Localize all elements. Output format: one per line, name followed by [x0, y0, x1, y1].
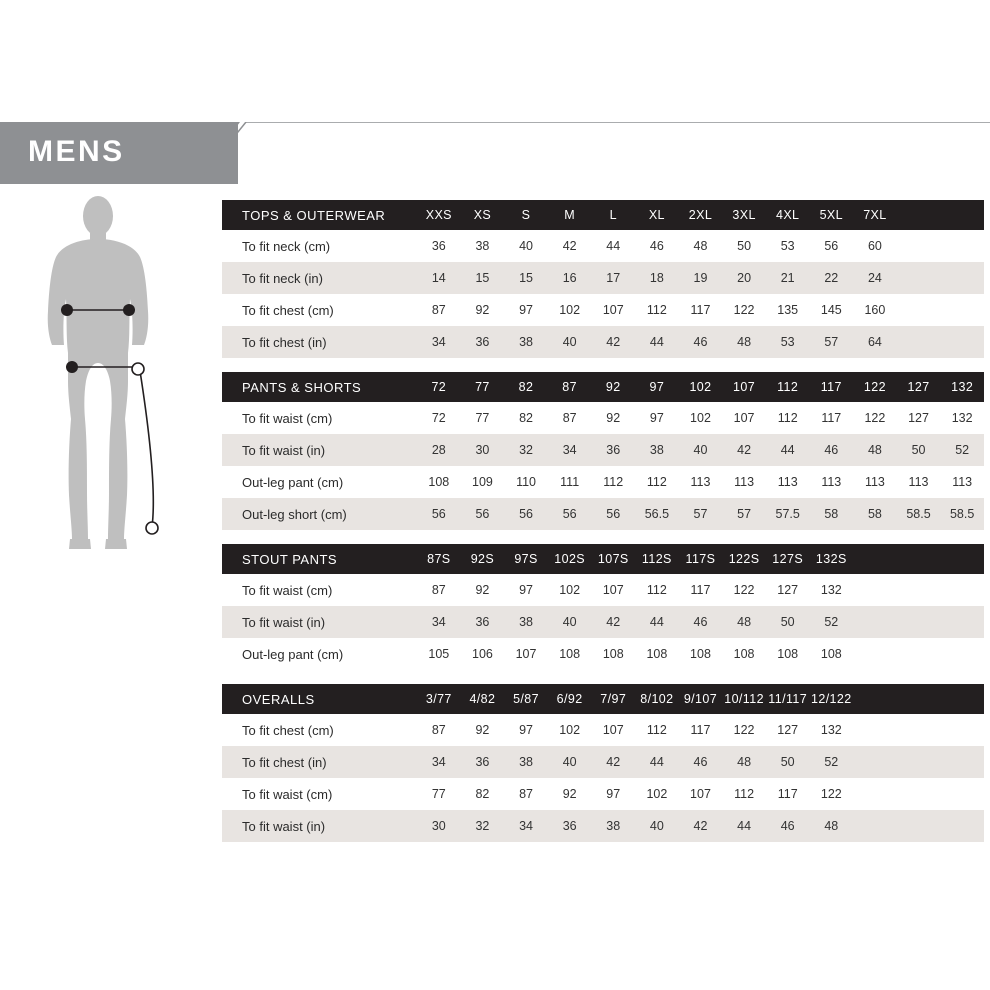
measurement-cell: 40 — [504, 230, 548, 262]
row-label: To fit chest (cm) — [222, 294, 417, 326]
measurement-cell — [940, 714, 984, 746]
measurement-cell: 112 — [722, 778, 766, 810]
measurement-cell: 44 — [766, 434, 810, 466]
size-header-cell — [897, 544, 941, 574]
measurement-cell: 112 — [766, 402, 810, 434]
measurement-cell — [940, 230, 984, 262]
measurement-cell: 44 — [635, 746, 679, 778]
measurement-cell — [853, 574, 897, 606]
row-label: To fit waist (cm) — [222, 574, 417, 606]
size-header-cell: 122 — [853, 372, 897, 402]
measurement-cell: 117 — [679, 574, 723, 606]
table-row — [222, 294, 984, 326]
measurement-cell — [897, 262, 941, 294]
measurement-cell: 57 — [810, 326, 854, 358]
measurement-cell: 97 — [504, 294, 548, 326]
measurement-cell — [940, 574, 984, 606]
table-header-row — [222, 200, 984, 230]
measurement-cell — [853, 778, 897, 810]
measurement-cell: 19 — [679, 262, 723, 294]
table-row — [222, 638, 984, 670]
size-header-cell: 72 — [417, 372, 461, 402]
row-label: Out-leg pant (cm) — [222, 638, 417, 670]
measurement-cell: 58 — [853, 498, 897, 530]
measurement-cell: 132 — [810, 574, 854, 606]
measurement-cell: 122 — [853, 402, 897, 434]
measurement-cell: 82 — [504, 402, 548, 434]
size-header-cell: 82 — [504, 372, 548, 402]
measurement-cell: 46 — [810, 434, 854, 466]
measurement-cell: 34 — [417, 746, 461, 778]
measurement-cell: 56 — [548, 498, 592, 530]
measurement-cell: 97 — [635, 402, 679, 434]
measurement-cell — [853, 714, 897, 746]
measurement-cell: 42 — [722, 434, 766, 466]
size-header-cell: 3XL — [722, 200, 766, 230]
measurement-cell: 82 — [461, 778, 505, 810]
measurement-cell: 46 — [635, 230, 679, 262]
size-header-cell: 87S — [417, 544, 461, 574]
measurement-cell: 97 — [504, 574, 548, 606]
measurement-cell: 53 — [766, 326, 810, 358]
measurement-cell: 48 — [853, 434, 897, 466]
size-header-cell: 7XL — [853, 200, 897, 230]
measurement-cell: 113 — [853, 466, 897, 498]
measurement-cell — [940, 294, 984, 326]
measurement-cell: 87 — [417, 574, 461, 606]
measurement-cell: 24 — [853, 262, 897, 294]
table-row — [222, 606, 984, 638]
measurement-cell — [940, 746, 984, 778]
measurement-cell: 108 — [417, 466, 461, 498]
measurement-cell: 87 — [417, 714, 461, 746]
table-row — [222, 498, 984, 530]
measurement-cell: 17 — [591, 262, 635, 294]
measurement-cell: 57 — [679, 498, 723, 530]
measurement-cell: 122 — [722, 294, 766, 326]
measurement-cell: 102 — [635, 778, 679, 810]
measurement-cell: 42 — [591, 606, 635, 638]
measurement-cell: 46 — [679, 326, 723, 358]
table-row — [222, 402, 984, 434]
table-title: OVERALLS — [222, 684, 417, 714]
row-label: To fit waist (cm) — [222, 402, 417, 434]
measurement-cell: 40 — [679, 434, 723, 466]
size-header-cell — [853, 684, 897, 714]
table-row — [222, 810, 984, 842]
measurement-cell: 58 — [810, 498, 854, 530]
measurement-cell: 22 — [810, 262, 854, 294]
measurement-cell: 92 — [591, 402, 635, 434]
measurement-cell: 34 — [417, 606, 461, 638]
size-header-cell: 5XL — [810, 200, 854, 230]
measurement-cell: 132 — [810, 714, 854, 746]
measurement-cell: 77 — [417, 778, 461, 810]
table-header-row — [222, 544, 984, 574]
measurement-cell: 108 — [766, 638, 810, 670]
size-header-cell: 117 — [810, 372, 854, 402]
size-header-cell: 97S — [504, 544, 548, 574]
measurement-cell: 38 — [591, 810, 635, 842]
measurement-cell: 113 — [810, 466, 854, 498]
size-header-cell: 4/82 — [461, 684, 505, 714]
measurement-cell: 34 — [417, 326, 461, 358]
table-row — [222, 230, 984, 262]
measurement-cell: 107 — [504, 638, 548, 670]
measurement-cell: 97 — [504, 714, 548, 746]
table-row — [222, 466, 984, 498]
measurement-cell: 112 — [635, 294, 679, 326]
measurement-cell: 108 — [722, 638, 766, 670]
measurement-cell: 40 — [635, 810, 679, 842]
measurement-cell: 30 — [461, 434, 505, 466]
size-header-cell: 11/117 — [766, 684, 810, 714]
measurement-cell: 108 — [810, 638, 854, 670]
measurement-cell: 112 — [635, 466, 679, 498]
measurement-cell: 56 — [504, 498, 548, 530]
measurement-cell: 42 — [591, 746, 635, 778]
row-label: To fit waist (in) — [222, 810, 417, 842]
measurement-cell: 107 — [679, 778, 723, 810]
measurement-cell: 42 — [591, 326, 635, 358]
measurement-cell — [940, 778, 984, 810]
size-header-cell: 12/122 — [810, 684, 854, 714]
measurement-cell — [940, 262, 984, 294]
measurement-cell: 127 — [766, 574, 810, 606]
measurement-cell — [897, 810, 941, 842]
measurement-cell: 117 — [810, 402, 854, 434]
measurement-cell: 34 — [548, 434, 592, 466]
size-header-cell: 87 — [548, 372, 592, 402]
measurement-cell: 110 — [504, 466, 548, 498]
measurement-cell: 107 — [722, 402, 766, 434]
table-header-row — [222, 684, 984, 714]
measurement-cell: 34 — [504, 810, 548, 842]
size-header-cell: 92 — [591, 372, 635, 402]
measurement-cell: 46 — [766, 810, 810, 842]
measurement-cell: 117 — [766, 778, 810, 810]
measurement-cell — [897, 778, 941, 810]
measurement-cell: 108 — [679, 638, 723, 670]
measurement-cell — [940, 810, 984, 842]
measurement-cell — [897, 230, 941, 262]
male-body-measurement-diagram — [28, 195, 213, 570]
measurement-cell: 36 — [461, 746, 505, 778]
size-header-cell: XXS — [417, 200, 461, 230]
measurement-cell: 122 — [722, 714, 766, 746]
table-row — [222, 746, 984, 778]
size-table-stout-pants — [222, 544, 984, 670]
measurement-cell: 48 — [722, 326, 766, 358]
measurement-cell — [853, 746, 897, 778]
size-header-cell: 127 — [897, 372, 941, 402]
measurement-cell: 50 — [897, 434, 941, 466]
measurement-cell: 53 — [766, 230, 810, 262]
measurement-cell: 32 — [504, 434, 548, 466]
table-row — [222, 326, 984, 358]
measurement-cell: 44 — [635, 326, 679, 358]
measurement-cell — [940, 606, 984, 638]
measurement-cell: 102 — [548, 294, 592, 326]
measurement-cell: 102 — [679, 402, 723, 434]
measurement-cell: 112 — [635, 574, 679, 606]
measurement-cell: 127 — [897, 402, 941, 434]
table-title: PANTS & SHORTS — [222, 372, 417, 402]
measurement-cell: 57 — [722, 498, 766, 530]
measurement-cell: 50 — [766, 606, 810, 638]
measurement-cell: 108 — [591, 638, 635, 670]
size-table-pants-shorts — [222, 372, 984, 530]
measurement-cell: 15 — [504, 262, 548, 294]
size-tables — [222, 200, 984, 856]
size-header-cell: 4XL — [766, 200, 810, 230]
row-label: To fit chest (in) — [222, 326, 417, 358]
measurement-cell — [853, 638, 897, 670]
row-label: To fit chest (in) — [222, 746, 417, 778]
measurement-cell: 48 — [810, 810, 854, 842]
measurement-cell: 113 — [897, 466, 941, 498]
measurement-cell: 64 — [853, 326, 897, 358]
size-table-overalls — [222, 684, 984, 842]
row-label: To fit waist (in) — [222, 606, 417, 638]
measurement-cell: 132 — [940, 402, 984, 434]
table-title: TOPS & OUTERWEAR — [222, 200, 417, 230]
measurement-cell: 15 — [461, 262, 505, 294]
measurement-cell: 160 — [853, 294, 897, 326]
measurement-cell: 102 — [548, 574, 592, 606]
measurement-cell: 58.5 — [940, 498, 984, 530]
measurement-cell: 44 — [635, 606, 679, 638]
row-label: To fit chest (cm) — [222, 714, 417, 746]
measurement-cell: 87 — [417, 294, 461, 326]
measurement-cell: 56.5 — [635, 498, 679, 530]
header-banner — [0, 122, 990, 184]
size-header-cell: 132 — [940, 372, 984, 402]
table-title: STOUT PANTS — [222, 544, 417, 574]
size-header-cell — [940, 544, 984, 574]
size-header-cell: 8/102 — [635, 684, 679, 714]
measurement-cell: 36 — [461, 606, 505, 638]
measurement-cell: 87 — [548, 402, 592, 434]
size-header-cell: XS — [461, 200, 505, 230]
size-header-cell: 2XL — [679, 200, 723, 230]
measurement-cell: 105 — [417, 638, 461, 670]
size-header-cell: 117S — [679, 544, 723, 574]
measurement-cell: 56 — [810, 230, 854, 262]
row-label: Out-leg short (cm) — [222, 498, 417, 530]
measurement-cell — [897, 294, 941, 326]
measurement-cell: 72 — [417, 402, 461, 434]
measurement-cell: 14 — [417, 262, 461, 294]
size-header-cell: 122S — [722, 544, 766, 574]
measurement-cell: 40 — [548, 606, 592, 638]
measurement-cell: 58.5 — [897, 498, 941, 530]
table-row — [222, 574, 984, 606]
size-header-cell: 102 — [679, 372, 723, 402]
measurement-cell — [897, 638, 941, 670]
measurement-cell: 113 — [722, 466, 766, 498]
measurement-cell: 111 — [548, 466, 592, 498]
measurement-cell: 60 — [853, 230, 897, 262]
measurement-cell: 112 — [635, 714, 679, 746]
row-label: To fit waist (in) — [222, 434, 417, 466]
measurement-cell: 30 — [417, 810, 461, 842]
measurement-cell — [940, 638, 984, 670]
measurement-cell: 38 — [504, 326, 548, 358]
measurement-cell: 92 — [461, 574, 505, 606]
measurement-cell: 92 — [548, 778, 592, 810]
measurement-cell: 36 — [591, 434, 635, 466]
measurement-cell: 42 — [548, 230, 592, 262]
measurement-cell: 28 — [417, 434, 461, 466]
measurement-cell: 107 — [591, 714, 635, 746]
row-label: Out-leg pant (cm) — [222, 466, 417, 498]
measurement-cell: 56 — [417, 498, 461, 530]
measurement-cell — [897, 714, 941, 746]
measurement-cell: 97 — [591, 778, 635, 810]
measurement-cell: 52 — [810, 606, 854, 638]
measurement-cell: 36 — [548, 810, 592, 842]
row-label: To fit waist (cm) — [222, 778, 417, 810]
measurement-cell: 92 — [461, 294, 505, 326]
measurement-cell: 42 — [679, 810, 723, 842]
size-header-cell: 10/112 — [722, 684, 766, 714]
measurement-cell: 46 — [679, 606, 723, 638]
measurement-cell — [940, 326, 984, 358]
size-header-cell: 3/77 — [417, 684, 461, 714]
size-header-cell — [940, 200, 984, 230]
measurement-cell: 106 — [461, 638, 505, 670]
measurement-cell — [853, 606, 897, 638]
size-header-cell: 5/87 — [504, 684, 548, 714]
measurement-cell: 40 — [548, 746, 592, 778]
size-header-cell: 97 — [635, 372, 679, 402]
size-header-cell: 7/97 — [591, 684, 635, 714]
measurement-cell: 16 — [548, 262, 592, 294]
measurement-cell: 112 — [591, 466, 635, 498]
page-title: MENS — [28, 135, 125, 168]
measurement-cell: 108 — [635, 638, 679, 670]
measurement-cell: 21 — [766, 262, 810, 294]
measurement-cell: 50 — [766, 746, 810, 778]
measurement-cell: 108 — [548, 638, 592, 670]
size-header-cell — [940, 684, 984, 714]
measurement-cell: 92 — [461, 714, 505, 746]
table-header-row — [222, 372, 984, 402]
size-header-cell: 112S — [635, 544, 679, 574]
size-header-cell: 127S — [766, 544, 810, 574]
measurement-cell: 113 — [940, 466, 984, 498]
measurement-cell: 52 — [810, 746, 854, 778]
size-header-cell: XL — [635, 200, 679, 230]
measurement-cell: 145 — [810, 294, 854, 326]
measurement-cell: 38 — [461, 230, 505, 262]
measurement-cell: 113 — [679, 466, 723, 498]
measurement-cell: 102 — [548, 714, 592, 746]
measurement-cell: 107 — [591, 294, 635, 326]
measurement-cell — [897, 606, 941, 638]
measurement-cell: 46 — [679, 746, 723, 778]
measurement-cell: 44 — [591, 230, 635, 262]
measurement-cell: 135 — [766, 294, 810, 326]
measurement-cell: 127 — [766, 714, 810, 746]
size-header-cell: 92S — [461, 544, 505, 574]
size-header-cell: S — [504, 200, 548, 230]
table-row — [222, 434, 984, 466]
size-header-cell: 6/92 — [548, 684, 592, 714]
measurement-cell — [853, 810, 897, 842]
measurement-cell — [897, 326, 941, 358]
size-header-cell: 132S — [810, 544, 854, 574]
row-label: To fit neck (cm) — [222, 230, 417, 262]
measurement-cell: 48 — [722, 606, 766, 638]
measurement-cell: 117 — [679, 294, 723, 326]
measurement-cell: 38 — [635, 434, 679, 466]
size-header-cell — [853, 544, 897, 574]
size-header-cell — [897, 200, 941, 230]
size-header-cell: 107 — [722, 372, 766, 402]
measurement-cell: 38 — [504, 606, 548, 638]
measurement-cell: 117 — [679, 714, 723, 746]
measurement-cell: 40 — [548, 326, 592, 358]
size-header-cell: 112 — [766, 372, 810, 402]
size-header-cell — [897, 684, 941, 714]
measurement-cell: 56 — [461, 498, 505, 530]
measurement-cell: 36 — [461, 326, 505, 358]
table-row — [222, 714, 984, 746]
measurement-cell: 44 — [722, 810, 766, 842]
measurement-cell: 20 — [722, 262, 766, 294]
measurement-cell: 109 — [461, 466, 505, 498]
measurement-cell: 113 — [766, 466, 810, 498]
size-header-cell: 77 — [461, 372, 505, 402]
row-label: To fit neck (in) — [222, 262, 417, 294]
size-table-tops-outerwear — [222, 200, 984, 358]
measurement-cell: 87 — [504, 778, 548, 810]
measurement-cell: 52 — [940, 434, 984, 466]
measurement-cell: 77 — [461, 402, 505, 434]
measurement-cell: 48 — [722, 746, 766, 778]
table-row — [222, 778, 984, 810]
measurement-cell: 18 — [635, 262, 679, 294]
measurement-cell: 38 — [504, 746, 548, 778]
measurement-cell: 36 — [417, 230, 461, 262]
measurement-cell: 50 — [722, 230, 766, 262]
measurement-cell: 48 — [679, 230, 723, 262]
measurement-cell — [897, 746, 941, 778]
size-header-cell: 102S — [548, 544, 592, 574]
size-header-cell: L — [591, 200, 635, 230]
measurement-cell: 122 — [722, 574, 766, 606]
measurement-cell: 57.5 — [766, 498, 810, 530]
measurement-cell — [897, 574, 941, 606]
table-row — [222, 262, 984, 294]
measurement-cell: 107 — [591, 574, 635, 606]
measurement-cell: 32 — [461, 810, 505, 842]
size-header-cell: 107S — [591, 544, 635, 574]
measurement-cell: 56 — [591, 498, 635, 530]
banner-diagonal-line — [196, 122, 990, 184]
measurement-cell: 122 — [810, 778, 854, 810]
size-header-cell: 9/107 — [679, 684, 723, 714]
size-header-cell: M — [548, 200, 592, 230]
